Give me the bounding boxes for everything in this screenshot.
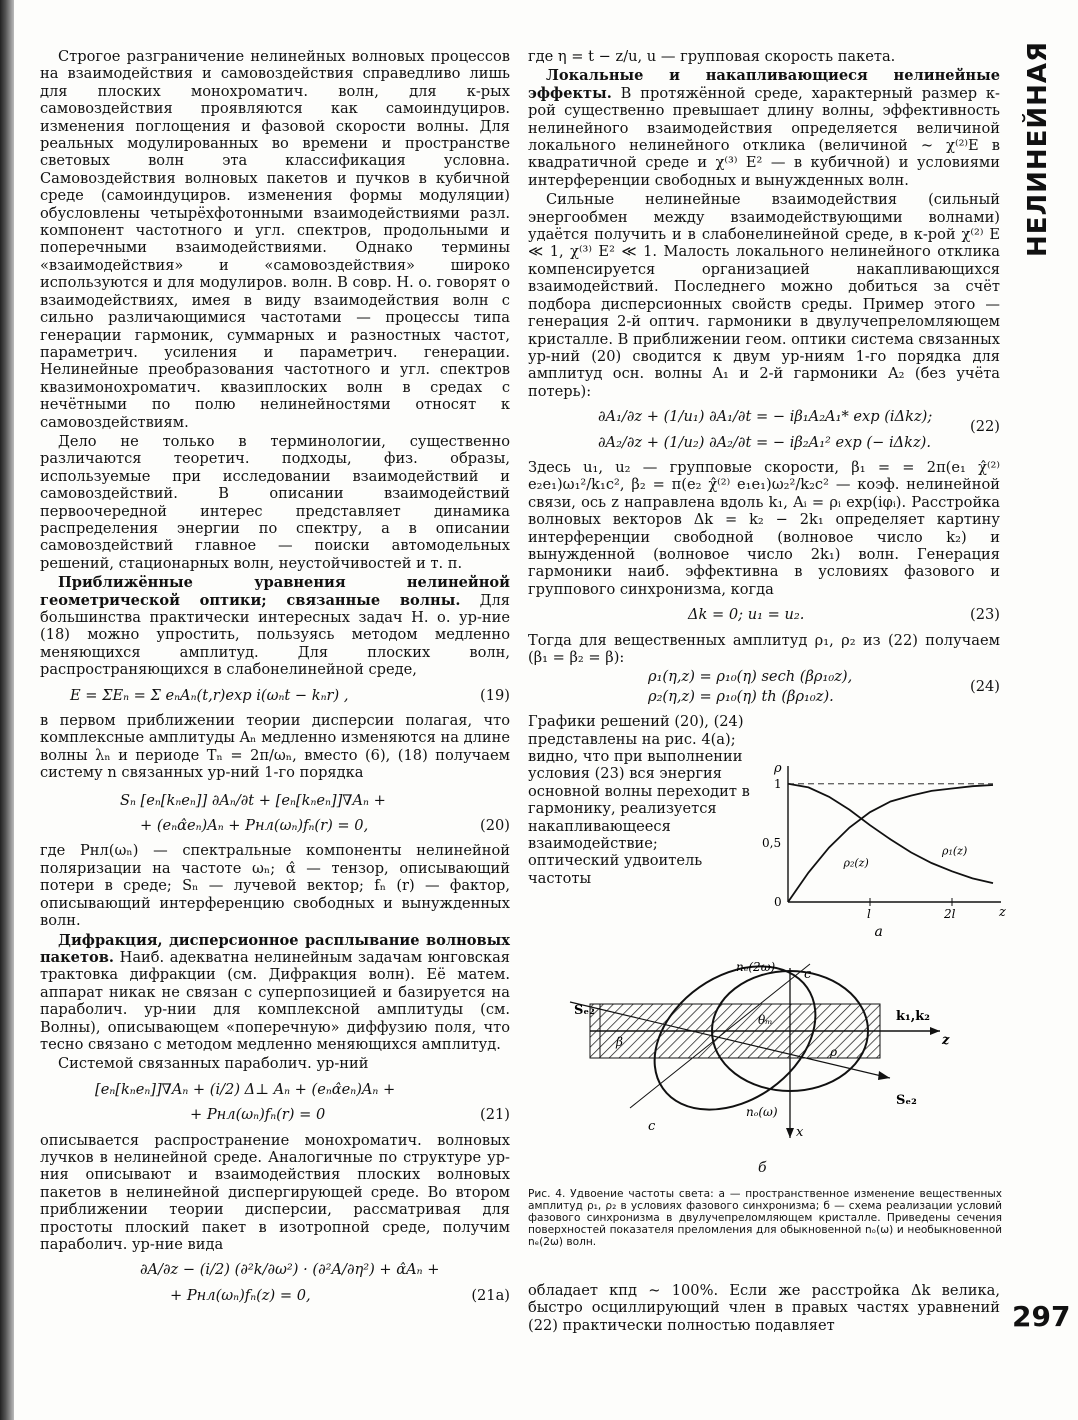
page-edge-shadow — [0, 0, 14, 1420]
left-paragraph-4: в первом приближении теории дисперсии полагая, что комплексные амплитуды Aₙ медленно изменяются на длине волны λₙ и периоде Tₙ = 2π/ωₙ, вместо (6), (18) получаем систему n связанных ур-ний 1-го порядка — [40, 712, 510, 782]
series-label-2: ρ₂(z) — [843, 856, 869, 870]
series-line-2 — [788, 785, 993, 902]
right-paragraph-4: Здесь u₁, u₂ — групповые скорости, β₁ = = 2π(e₁ χ̂⁽²⁾ e₂e₁)ω₁²/k₁c², β₂ = π(e₂ χ̂⁽²⁾ e₁e₁)ω₂²/k₂c² — коэф. нелинейной связи, ось z направлена вдоль k₁, Aᵢ = ρᵢ exp(iφᵢ). Расстройка волновых векторов Δk = k₂ − 2k₁ определяет картину интерференции свободной (волновое число k₂) и вынужденной (волновое число 2k₁) волн. Генерация гармоники наиб. эффективна в условиях фазового и группового синхронизма, когда — [528, 458, 1000, 598]
right-paragraph-5: Тогда для вещественных амплитуд ρ₁, ρ₂ из (22) получаем (β₁ = β₂ = β): — [528, 631, 1000, 666]
figure-caption: Рис. 4. Удвоение частоты света: а — пространственное изменение вещественных амплитуд ρ₁, ρ₂ в условиях фазового синхронизма; б — схема реализации условий фазового синхронизма в двулучепреломляющем кристалле. Приведены сечения поверхностей показателя преломления для обыкновенной nₒ(ω) и необыкновенной nₑ(2ω) волн. — [528, 1188, 1002, 1248]
right-paragraph-7: обладает кпд ~ 100%. Если же расстройка Δk велика, быстро осциллирующий член в правых частях уравнений (22) практически полностью подавляет — [528, 1282, 1000, 1334]
equation-number: (23) — [970, 606, 1000, 624]
label-theta: θₘ — [758, 1013, 773, 1027]
label-k: k₁,k₂ — [896, 1009, 930, 1024]
label-x: x — [796, 1125, 804, 1140]
figure-label-b: б — [758, 1160, 767, 1176]
label-se2-left: Sₑ₂ — [574, 1003, 595, 1018]
heading-local-effects: Локальные и накапливающиеся нелинейные эффекты. — [528, 67, 1000, 102]
label-se2-right: Sₑ₂ — [896, 1093, 917, 1108]
heading-diffraction: Дифракция, дисперсионное расплывание волновых пакетов. — [40, 931, 510, 966]
y-axis-label: ρ — [774, 761, 782, 776]
left-paragraph-5: где Pнл(ωₙ) — спектральные компоненты нелинейной поляризации на частоте ωₙ; α̂ — тензор, описывающий потери в среде; Sₙ — лучевой вектор; fₙ (r) — фактор, описывающий интерференцию свободных и вынужденных волн. — [40, 842, 510, 930]
label-beta: β — [616, 1035, 623, 1049]
label-c-top: c — [804, 967, 812, 982]
sidebar-title: НЕЛИНЕЙНАЯ — [1023, 40, 1053, 257]
chart-svg — [760, 760, 1010, 950]
heading-geometric-optics: Приближённые уравнения нелинейной геометрической оптики; связанные волны. — [40, 574, 510, 609]
label-ne: nₑ(2ω) — [736, 960, 776, 974]
equation-20b: + (eₙα̂eₙ)Aₙ + Pнл(ωₙ)fₙ(r) = 0, (20) — [140, 817, 510, 835]
figure-4a-chart — [760, 760, 1010, 950]
x-tick-l: l — [867, 907, 871, 921]
equation-23: Δk = 0; u₁ = u₂. (23) — [688, 606, 1000, 624]
figure-4b-diagram — [560, 958, 980, 1158]
label-rho: ρ — [830, 1045, 838, 1059]
equation-21a-parabolic-b: + Pнл(ωₙ)fₙ(z) = 0, (21а) — [170, 1286, 510, 1304]
equation-number: (19) — [480, 686, 510, 704]
equation-24a: ρ₁(η,z) = ρ₁₀(η) sech (βρ₁₀z), — [648, 668, 853, 686]
left-paragraph-7: Системой связанных параболич. ур-ний — [58, 1055, 369, 1073]
equation-number: (22) — [970, 417, 1000, 435]
left-paragraph-2: Дело не только в терминологии, существенно различаются теоретич. подходы, физ. образы, используемые при исследовании взаимодействий и самовоздействий. В описании взаимодействий первоочередной интерес представляет динамика распределения энергии по спектру, а в описании самовоздействий главное — поиски автомодельных решений, стационарных волн, неустойчивостей и т. п. — [40, 432, 510, 572]
right-paragraph-6: Графики решений (20), (24) представлены на рис. 4(а); видно, что при выполнении условия (23) вся энергия основной волны переходит в гармонику, реализуется накапливающееся взаимодействие; оптический удвоитель частоты — [528, 713, 750, 887]
x-axis-label: z — [999, 905, 1006, 920]
right-paragraph-2: Локальные и накапливающиеся нелинейные эффекты. В протяжённой среде, характерный размер к-рой существенно превышает длину волны, эффективность нелинейного взаимодействия определяется величиной локального нелинейного отклика (величиной ~ χ⁽²⁾E в квадратичной среде и χ⁽³⁾ E² — в кубичной) и условиями интерференции свободных и вынужденных волн. — [528, 67, 1000, 189]
left-paragraph-6: Дифракция, дисперсионное расплывание волновых пакетов. Наиб. адекватна нелинейным задачам юнговская трактовка дифракции (см. Дифракция волн). Её матем. аппарат никак не связан с суперпозицией и базируется на параболич. ур-нии для комплексной амплитуды (см. Волны), описывающем «поперечную» диффузию поля, что тесно связано с методом медленно меняющихся амплитуд. — [40, 931, 510, 1053]
equation-21a: [eₙ[kₙeₙ]]∇Aₙ + (i/2) Δ⊥ Aₙ + (eₙα̂eₙ)Aₙ + — [95, 1080, 396, 1098]
equation-19: E = ΣEₙ = Σ eₙAₙ(t,r)exp i(ωₙt − kₙr) , (19) — [70, 686, 510, 704]
page-number: 297 — [1012, 1300, 1071, 1333]
right-column-bottom — [528, 1282, 1000, 1336]
equation-number: (24) — [970, 677, 1000, 695]
figure-label-a: а — [874, 924, 883, 940]
walkoff-arrow — [878, 1071, 890, 1080]
right-paragraph-1: где η = t − z/u, u — групповая скорость пакета. — [528, 48, 896, 65]
equation-21a-parabolic: ∂A/∂z − (i/2) (∂²k/∂ω²) · (∂²A/∂η²) + α̂Aₙ + — [140, 1261, 440, 1279]
equation-22b: ∂A₂/∂z + (1/u₂) ∂A₂/∂t = − iβ₂A₁² exp (− iΔkz). (22) — [598, 417, 1000, 451]
equation-number: (21) — [480, 1106, 510, 1124]
y-tick-0: 0 — [774, 895, 782, 909]
z-axis-arrow — [930, 1027, 940, 1035]
equation-24b: ρ₂(η,z) = ρ₁₀(η) th (βρ₁₀z). (24) — [648, 677, 1000, 705]
x-axis-arrow — [786, 1128, 794, 1138]
right-paragraph-3: Сильные нелинейные взаимодействия (сильный энергообмен между взаимодействующими волнами) удаётся получить и в слабонелинейной среде, в к-рой χ⁽²⁾ E ≪ 1, χ⁽³⁾ E² ≪ 1. Малость локального нелинейного отклика компенсируется организацией накапливающихся взаимодействий. Последнего можно добиться за счёт подбора дисперсионных свойств среды. Пример этого — генерация 2-й оптич. гармоники в двулучепреломляющем кристалле. В приближении геом. оптики система связанных ур-ний (20) сводится к двум ур-ниям 1-го порядка для амплитуд осн. волны A₁ и 2-й гармоники A₂ (без учёта потерь): — [528, 191, 1000, 400]
series-line-1 — [788, 784, 993, 883]
equation-20a: Sₙ [eₙ[kₙeₙ]] ∂Aₙ/∂t + [eₙ[kₙeₙ]]∇Aₙ + — [120, 791, 386, 809]
label-z: z — [942, 1033, 950, 1048]
equation-21b: + Pнл(ωₙ)fₙ(r) = 0 (21) — [190, 1106, 510, 1124]
left-paragraph-1: Строгое разграничение нелинейных волновых процессов на взаимодействия и самовоздействия справедливо лишь для плоских монохроматич. волн, для к-рых самовоздействия проявляются как самоиндуциров. изменения поглощения и фазовой скорости волны. Для реальных модулированных во времени и пространстве световых волн эта классификация условна. Самовоздействия волновых пакетов и пучков в кубичной среде (самоиндуциров. изменения формы модуляции) обусловлены четырёхфотонными взаимодействиями разл. компонент частотного и угл. спектров, продольными и поперечными взаимодействиями. Однако термины «взаимодействия» и «самовоздействия» широко используются и для модулиров. волн. В совр. Н. о. говорят о взаимодействиях, имея в виду взаимодействия волн с сильно различающимися частотами — процессы типа генерации гармоник, суммарных и разностных частот, параметрич. усиления и параметрич. генерации. Нелинейные преобразования частотного и угл. спектров квазимонохроматич. квазиплоских волн в средах с нечётными по полю нелинейностями относят к самовоздействиям. — [40, 48, 510, 431]
y-tick-1: 1 — [774, 776, 782, 791]
x-tick-2l: 2l — [944, 907, 956, 921]
section-sidebar — [1010, 40, 1060, 270]
left-column — [40, 48, 510, 1312]
label-c-bottom: c — [648, 1119, 656, 1134]
equation-number: (20) — [480, 817, 510, 835]
left-paragraph-8: описывается распространение монохроматич. волновых лучков в нелинейной среде. Аналогичные по структуре ур-ния описывают и взаимодействия плоских волновых пакетов в нелинейной диспергирующей среде. Во втором приближении теории дисперсии, рассматривая для простоты плоский пакет в изотропной среде, получим параболич. ур-ние вида — [40, 1131, 510, 1253]
left-paragraph-3: Приближённые уравнения нелинейной геометрической оптики; связанные волны. Для большинства практически интересных задач Н. о. ур-ние (18) можно упростить, пользуясь методом медленно меняющихся амплитуд. Для плоских волн, распространяющихся в слабонелинейной среде, — [40, 574, 510, 679]
equation-number: (21а) — [471, 1286, 510, 1304]
equation-22a: ∂A₁/∂z + (1/u₁) ∂A₁/∂t = − iβ₁A₂A₁* exp (iΔkz); — [598, 408, 933, 426]
series-label-1: ρ₁(z) — [942, 844, 968, 858]
y-tick-05: 0,5 — [762, 835, 782, 850]
label-no: nₒ(ω) — [746, 1105, 778, 1119]
